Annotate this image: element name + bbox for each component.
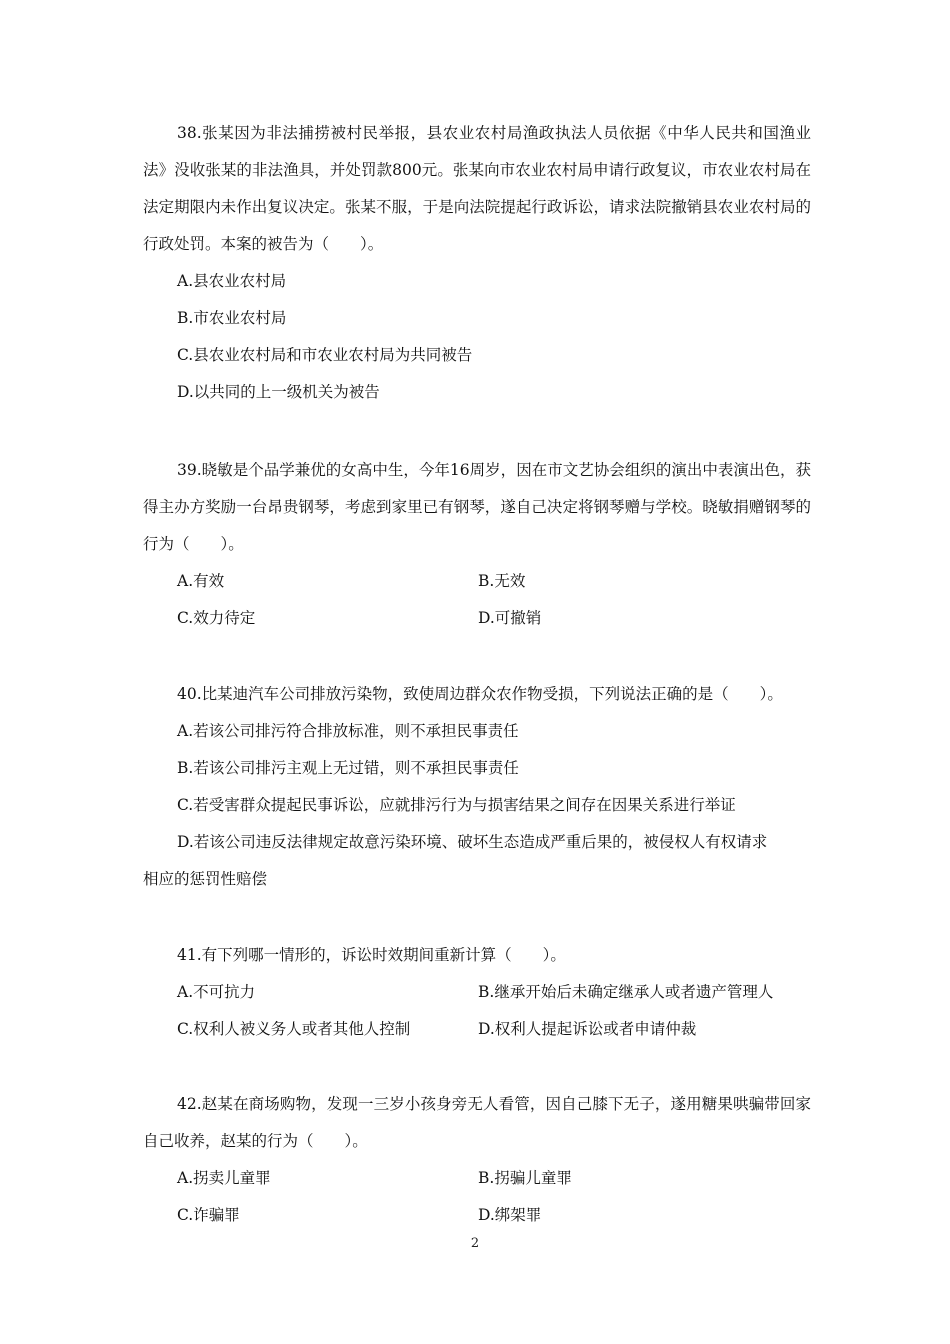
- option-c: C.若受害群众提起民事诉讼，应就排污行为与损害结果之间存在因果关系进行举证: [177, 796, 736, 814]
- option-d: D.权利人提起诉讼或者申请仲裁: [478, 1020, 697, 1038]
- option-c: C.权利人被义务人或者其他人控制: [177, 1020, 411, 1038]
- option-b: B.市农业农村局: [177, 309, 287, 327]
- option-a: A.若该公司排污符合排放标准，则不承担民事责任: [177, 722, 519, 740]
- option-d: D.可撤销: [478, 609, 542, 627]
- option-b: B.拐骗儿童罪: [478, 1169, 572, 1187]
- option-a: A.有效: [177, 572, 225, 590]
- question-42: [143, 1086, 811, 1234]
- question-stem: 38.张某因为非法捕捞被村民举报，县农业农村局渔政执法人员依据《中华人民共和国渔业法》没收张某的非法渔具，并处罚款800元。张某向市农业农村局申请行政复议，市农业农村局在法定期限内未作出复议决定。张某不服，于是向法院提起行政诉讼，请求法院撤销县农业农村局的行政处罚。本案的被告为（ ）。: [143, 124, 811, 253]
- option-d: D.若该公司违反法律规定故意污染环境、破坏生态造成严重后果的，被侵权人有权请求: [177, 833, 768, 851]
- option-row: [143, 1160, 811, 1197]
- option-row: [143, 974, 811, 1011]
- option-a: A.县农业农村局: [177, 272, 287, 290]
- option-d: D.绑架罪: [478, 1206, 542, 1224]
- option-c: C.县农业农村局和市农业农村局为共同被告: [177, 346, 473, 364]
- option-row: [143, 563, 811, 600]
- page-number: 2: [470, 1236, 480, 1251]
- option-row: [143, 1197, 811, 1234]
- question-41: [143, 937, 811, 1048]
- option-row: [143, 600, 811, 637]
- option-a: A.拐卖儿童罪: [177, 1169, 271, 1187]
- question-stem: 39.晓敏是个品学兼优的女高中生，今年16周岁，因在市文艺协会组织的演出中表演出色，获得主办方奖励一台昂贵钢琴，考虑到家里已有钢琴，遂自己决定将钢琴赠与学校。晓敏捐赠钢琴的行为（ ）。: [143, 461, 811, 553]
- option-row: [143, 1011, 811, 1048]
- option-a: A.不可抗力: [177, 983, 256, 1001]
- question-stem: 41.有下列哪一情形的，诉讼时效期间重新计算（ ）。: [177, 946, 566, 964]
- option-d: D.以共同的上一级机关为被告: [177, 383, 380, 401]
- option-c: C.效力待定: [177, 609, 256, 627]
- option-b: B.无效: [478, 572, 526, 590]
- option-b: B.若该公司排污主观上无过错，则不承担民事责任: [177, 759, 519, 777]
- option-d-continued: 相应的惩罚性赔偿: [143, 870, 268, 888]
- question-40: [143, 676, 811, 898]
- question-stem: 42.赵某在商场购物，发现一三岁小孩身旁无人看管，因自己膝下无子，遂用糖果哄骗带回家自己收养，赵某的行为（ ）。: [143, 1095, 811, 1150]
- question-stem: 40.比某迪汽车公司排放污染物，致使周边群众农作物受损，下列说法正确的是（ ）。: [177, 685, 783, 703]
- question-38: [143, 115, 811, 411]
- option-c: C.诈骗罪: [177, 1206, 240, 1224]
- question-39: [143, 452, 811, 637]
- option-b: B.继承开始后未确定继承人或者遗产管理人: [478, 983, 774, 1001]
